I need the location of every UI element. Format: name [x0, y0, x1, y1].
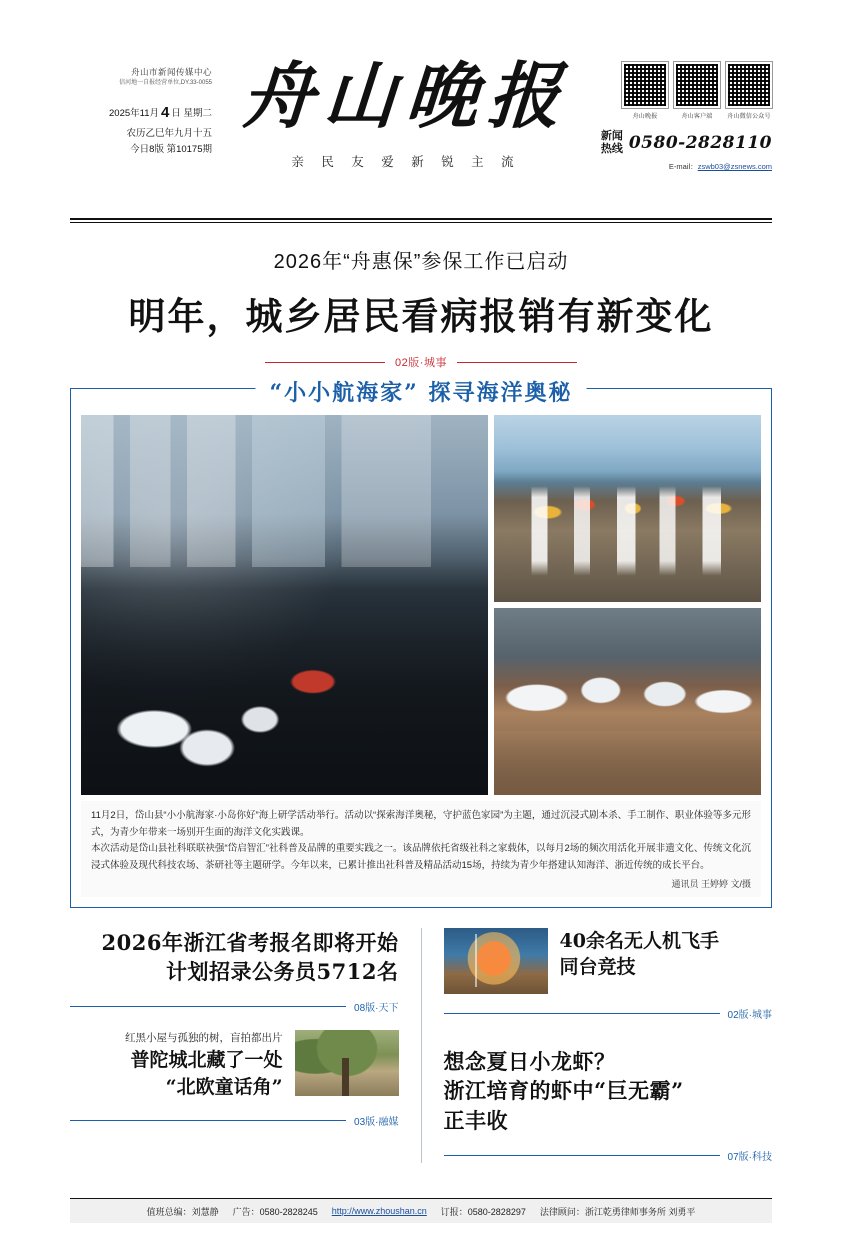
- story-page-reference[interactable]: [444, 1148, 773, 1163]
- hotline-number: 0580-2828110: [628, 132, 772, 153]
- reference-label: 02版·城事: [727, 1009, 772, 1021]
- story-title-line-3: 正丰收: [443, 1108, 508, 1134]
- email-link[interactable]: zswb03@zsnews.com: [697, 162, 772, 172]
- feature-box: [70, 380, 772, 908]
- classroom-photo[interactable]: [494, 608, 761, 795]
- reference-label: 03版·融媒: [354, 1116, 399, 1128]
- reference-label: 08版·天下: [354, 1003, 399, 1015]
- story-page-reference[interactable]: [70, 999, 399, 1014]
- masthead: [70, 53, 772, 208]
- story-title-line-1: 2026年浙江省考报名即将开始: [101, 929, 399, 955]
- date-day: 4: [161, 104, 170, 122]
- email-label: E-mail：: [668, 162, 698, 172]
- date-prefix: 2025年11月: [109, 108, 160, 120]
- drone-photo[interactable]: [444, 928, 548, 994]
- qr-code-icon[interactable]: [726, 62, 772, 108]
- qr-caption: 舟山客户端: [681, 114, 713, 120]
- feature-caption-paragraph-1: 11月2日，岱山县“小小航海家·小岛你好”海上研学活动举行。活动以“探索海洋奥秘，守护蓝色家园”为主题，通过沉浸式剧本杀、手工制作、职业体验等多元形式，为青少年带来一场别开生面的海洋文化实践课。: [91, 810, 751, 838]
- feature-photo-column: [494, 415, 761, 795]
- qr-caption: 舟山晚报: [632, 114, 658, 120]
- story-page-reference[interactable]: [70, 1113, 399, 1128]
- story-text: [560, 928, 773, 982]
- nordic-corner-photo[interactable]: [295, 1030, 399, 1096]
- masthead-divider-thick: [70, 218, 772, 220]
- feature-title: “小小航海家” 探寻海洋奥秘: [256, 376, 587, 407]
- rule-left: [265, 362, 385, 363]
- newspaper-logo: 舟山晚报: [239, 53, 574, 138]
- feature-credit: 通讯员 王婷婷 文/摄: [671, 878, 751, 889]
- story-title-line-2: 浙江培育的虾中“巨无霸”: [443, 1078, 684, 1104]
- column-divider: [421, 928, 422, 1163]
- masthead-slogan: 亲 民 友 爱 新 锐 主 流: [291, 155, 521, 169]
- qr-caption: 舟山微信公众号: [727, 114, 771, 120]
- qr-item[interactable]: [674, 62, 720, 120]
- story-zhejiang-exam[interactable]: [70, 928, 399, 1015]
- rule-right: [457, 362, 577, 363]
- footer-website-link[interactable]: http://www.zhoushan.cn: [331, 1206, 427, 1216]
- rule: [444, 1013, 720, 1014]
- qr-code-icon[interactable]: [622, 62, 668, 108]
- rule: [444, 1155, 720, 1156]
- story-putuo-nordic-corner[interactable]: [70, 1030, 399, 1101]
- email-line: [592, 161, 772, 172]
- masthead-divider-thin: [70, 222, 772, 223]
- footer-ads: 广告：0580-2828245: [232, 1206, 318, 1217]
- rule: [70, 1006, 346, 1007]
- story-title-line-2: “北欧童话角”: [165, 1075, 283, 1098]
- publisher-name: 舟山市新闻传媒中心: [130, 67, 212, 77]
- page-footer: [0, 1198, 842, 1223]
- bottom-left-column: [70, 928, 399, 1163]
- masthead-left: [70, 58, 220, 158]
- story-title-line-2: 同台竞技: [559, 956, 636, 979]
- lead-reference-label: 02版·城事: [395, 357, 447, 369]
- issue-info: 今日8版 第10175期: [130, 144, 212, 156]
- qr-item[interactable]: [622, 62, 668, 120]
- bottom-right-column: [444, 928, 773, 1163]
- license-number: 信河地一自报经营单位,DY.33-0055: [119, 80, 212, 87]
- footer-legal: 法律顾问：浙江乾勇律师事务所 刘勇平: [539, 1206, 696, 1217]
- story-crayfish-harvest[interactable]: [444, 1047, 773, 1163]
- feature-caption-box: [81, 801, 761, 897]
- lead-page-reference[interactable]: [70, 354, 772, 370]
- story-text: [70, 1030, 283, 1101]
- news-hotline: [592, 130, 772, 155]
- footer-subscribe: 订报：0580-2828297: [440, 1206, 526, 1217]
- story-title-line-1: 想念夏日小龙虾？: [443, 1048, 616, 1074]
- qr-code-group: [592, 62, 772, 120]
- lunar-date: 农历乙巳年九月十五: [126, 127, 212, 139]
- qr-code-icon[interactable]: [674, 62, 720, 108]
- feature-caption-paragraph-2: 本次活动是岱山县社科联联袂强“岱启智汇”社科普及品牌的重要实践之一。该品牌依托省级社科之家载体，以每月2场的频次用活化开展非遗文化、传统文化沉浸式体验及现代科技农场、茶研社等主题研学。今年以来，已累计推出社科普及精品活动15场，持续为青少年搭建认知海洋、浙近传统的成长平台。: [91, 843, 751, 871]
- feature-photo-grid: [81, 415, 761, 795]
- qr-item[interactable]: [726, 62, 772, 120]
- bridge-photo[interactable]: [81, 415, 488, 795]
- deck-flags-photo[interactable]: [494, 415, 761, 602]
- bottom-section: [70, 928, 772, 1163]
- lead-headline: 明年，城乡居民看病报销有新变化: [128, 294, 714, 338]
- story-page-reference[interactable]: [444, 1006, 773, 1021]
- rule: [70, 1120, 346, 1121]
- story-title-line-2: 计划招录公务员5712名: [166, 959, 399, 985]
- story-kicker: 红黑小屋与孤独的树，盲拍都出片: [125, 1032, 283, 1045]
- reference-label: 07版·科技: [727, 1151, 772, 1163]
- hotline-label: 新闻 热线: [600, 130, 623, 155]
- story-title-line-1: 40余名无人机飞手: [559, 929, 719, 952]
- lead-story: [70, 245, 772, 370]
- story-drone-competition[interactable]: [444, 928, 773, 994]
- newspaper-front-page: [0, 53, 842, 1249]
- dateline: [70, 100, 212, 158]
- date-suffix: 日 星期二: [171, 108, 212, 120]
- footer-bar: [70, 1199, 772, 1223]
- footer-editor: 值班总编：刘慧静: [146, 1206, 219, 1217]
- masthead-right: [592, 58, 772, 172]
- masthead-center: [220, 53, 592, 170]
- story-title-line-1: 普陀城北藏了一处: [130, 1048, 283, 1071]
- lead-kicker: 2026年“舟惠保”参保工作已启动: [273, 251, 569, 273]
